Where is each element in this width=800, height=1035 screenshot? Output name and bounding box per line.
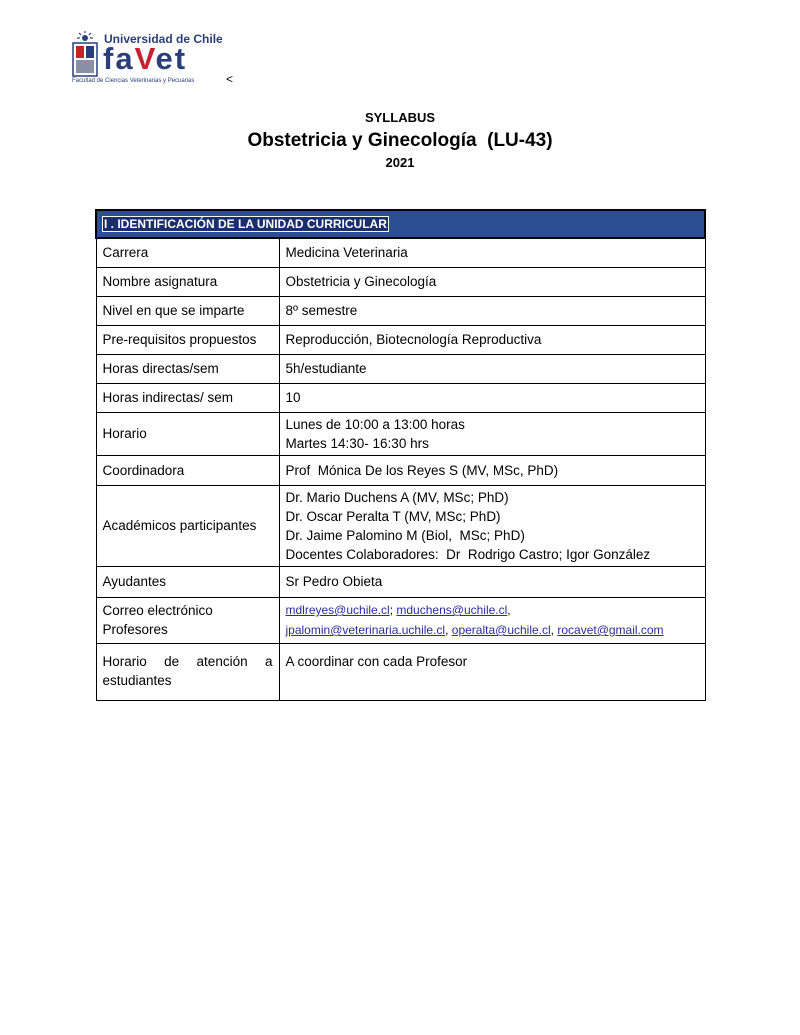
table-row-attention [96, 643, 705, 700]
row-label: Horas indirectas/ sem [96, 383, 279, 412]
table-row [96, 566, 705, 597]
row-label: Nivel en que se imparte [96, 296, 279, 325]
table-row [96, 455, 705, 485]
row-value-line: 8º semestre [285, 303, 358, 318]
table-row-email [96, 597, 705, 643]
row-value [279, 238, 705, 267]
row-value-line: Docentes Colaboradores: Dr Rodrigo Castro; Igor González [285, 546, 651, 562]
email-list: mdlreyes@uchile.cl; mduchens@uchile.cl, jpalomin@veterinaria.uchile.cl, operalta@uchile.cl, rocavet@gmail.com [279, 597, 705, 643]
row-label [96, 597, 279, 643]
identification-table [95, 209, 706, 701]
row-label: Ayudantes [96, 566, 279, 597]
row-label: Horas directas/sem [96, 354, 279, 383]
table-row [96, 485, 705, 566]
row-value-line: Obstetricia y Ginecología [285, 274, 437, 289]
faculty-logo [70, 30, 230, 88]
row-value [279, 485, 705, 566]
row-value-line: Sr Pedro Obieta [285, 574, 383, 589]
row-value [279, 325, 705, 354]
row-label-line: Profesores [102, 622, 168, 637]
syllabus-label: SYLLABUS [364, 110, 436, 125]
row-label: Horario de atención a estudiantes [96, 643, 279, 700]
row-value-line: Martes 14:30- 16:30 hrs [285, 435, 429, 451]
university-name: Universidad de Chile [104, 32, 223, 46]
row-value-line: Reproducción, Biotecnología Reproductiva [285, 332, 542, 347]
row-label: Nombre asignatura [96, 267, 279, 296]
row-value [279, 267, 705, 296]
table-row [96, 267, 705, 296]
stray-mark: < [226, 72, 234, 86]
row-value-line: Prof Mónica De los Reyes S (MV, MSc, PhD) [285, 462, 559, 478]
brand-prefix: fa [103, 41, 135, 76]
course-title: Obstetricia y Ginecología (LU-43) [247, 130, 553, 151]
row-value-line: Medicina Veterinaria [285, 245, 408, 261]
faculty-subtitle: Facultad de Ciencias Veterinarias y Pecuarias [72, 78, 195, 84]
table-row [96, 238, 705, 267]
row-value: A coordinar con cada Profesor [279, 643, 705, 700]
row-value-line: 10 [285, 390, 301, 405]
table-heading-row [96, 210, 705, 238]
brand-suffix: et [155, 41, 188, 76]
email-link[interactable]: rocavet@gmail.com [557, 623, 664, 637]
row-label: Académicos participantes [96, 485, 279, 566]
row-label-line: Correo electrónico [102, 603, 213, 618]
table-row [96, 383, 705, 412]
faculty-brand [103, 42, 187, 76]
row-value [279, 383, 705, 412]
row-value-line: 5h/estudiante [285, 361, 367, 376]
row-value [279, 354, 705, 383]
email-link[interactable]: mdlreyes@uchile.cl [285, 603, 390, 617]
table-heading-text: I . IDENTIFICACIÓN DE LA UNIDAD CURRICULAR [104, 216, 387, 231]
table-row [96, 296, 705, 325]
row-value [279, 566, 705, 597]
email-link[interactable]: mduchens@uchile.cl [396, 603, 508, 617]
university-crest-icon [70, 30, 100, 82]
email-link[interactable]: operalta@uchile.cl [451, 623, 551, 637]
row-value-line: Dr. Jaime Palomino M (Biol, MSc; PhD) [285, 527, 525, 543]
course-year: 2021 [385, 155, 415, 170]
brand-accent: V [134, 41, 156, 76]
row-value-line: Lunes de 10:00 a 13:00 horas [285, 416, 465, 432]
row-label: Carrera [96, 238, 279, 267]
row-value [279, 296, 705, 325]
row-label: Coordinadora [96, 455, 279, 485]
row-value-line: Dr. Oscar Peralta T (MV, MSc; PhD) [285, 508, 501, 524]
row-value [279, 455, 705, 485]
table-heading [96, 210, 705, 238]
table-row [96, 354, 705, 383]
row-value [279, 412, 705, 455]
row-value-line: Dr. Mario Duchens A (MV, MSc; PhD) [285, 489, 509, 505]
table-row [96, 325, 705, 354]
row-label: Horario [96, 412, 279, 455]
table-row [96, 412, 705, 455]
row-label: Pre-requisitos propuestos [96, 325, 279, 354]
email-link[interactable]: jpalomin@veterinaria.uchile.cl [285, 623, 446, 637]
